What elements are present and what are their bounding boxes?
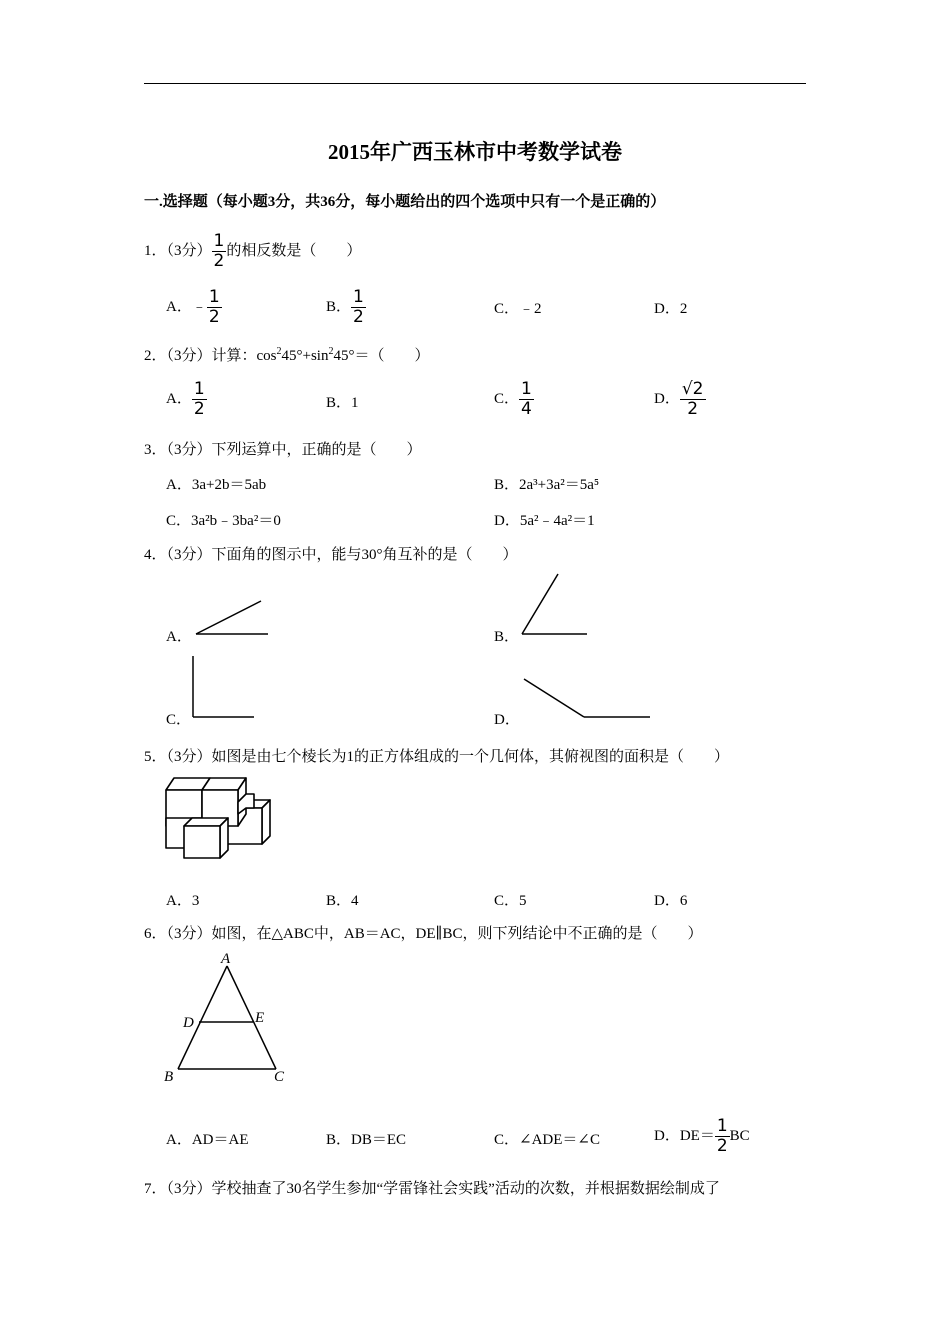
fraction: $\frac{1}{2}$ [208,287,220,327]
q3-option-d[interactable]: D．5a²﹣4a²＝1 [494,513,595,529]
q3-option-b[interactable]: B．2a³+3a²＝5a⁵ [494,477,600,493]
question-1-number: 1．（3分） [144,242,212,259]
q1-option-d[interactable]: D．2 [654,301,688,317]
q5-option-b[interactable]: B．4 [326,893,359,909]
q6-option-c[interactable]: C．∠ADE＝∠C [494,1132,600,1148]
q2-option-c[interactable]: C． $\frac{1}{4}$ [494,379,532,419]
q1-option-a[interactable]: A．﹣ $\frac{1}{2}$ [166,287,220,327]
q3-option-a[interactable]: A．3a+2b＝5ab [166,477,267,493]
section-heading: 一.选择题（每小题3分，共36分，每小题给出的四个选项中只有一个是正确的） [144,194,666,210]
fraction: $\frac{1}{2}$ [213,231,225,271]
fraction: $\frac{1}{2}$ [353,287,364,327]
q2-option-a[interactable]: A． $\frac{1}{2}$ [166,379,205,419]
vertex-label-b: B [164,1069,174,1085]
fraction: $\frac{√2}{2}$ [681,379,704,419]
q6-option-d[interactable]: D．DE＝ $\frac{1}{2}$ BC [654,1116,750,1156]
question-2-stem: 2．（3分）计算：$\cos^245^\circ+\sin^245^\circ=$（ ） [144,346,430,364]
q4-option-d[interactable]: D． [494,712,520,728]
vertex-label-d: D [183,1015,194,1031]
question-1-text: 的相反数是（ ） [226,242,362,259]
vertex-label-c: C [274,1069,285,1085]
q4-option-c[interactable]: C． [166,712,192,728]
q2-option-b[interactable]: B．1 [326,395,359,411]
vertex-label-e: E [255,1010,265,1026]
question-7-stem: 7．（3分）学校抽查了30名学生参加“学雷锋社会实践”活动的次数，并根据数据绘制成了 [144,1181,720,1197]
q4-option-a[interactable]: A． [166,629,192,645]
fraction: $\frac{1}{2}$ [193,379,205,419]
vertex-label-a: A [221,951,231,967]
question-5-stem: 5．（3分）如图是由七个棱长为1的正方体组成的一个几何体，其俯视图的面积是（ ） [144,749,730,765]
q2-option-d[interactable]: D． $\frac{√2}{2}$ [654,379,704,419]
q3-option-c[interactable]: C．3a²b﹣3ba²＝0 [166,513,281,529]
fraction: $\frac{1}{2}$ [716,1116,728,1156]
question-6-stem: 6．（3分）如图，在△ABC中，AB＝AC，DE∥BC，则下列结论中不正确的是（ ） [144,926,703,942]
q5-option-d[interactable]: D．6 [654,893,688,909]
q6-option-b[interactable]: B．DB＝EC [326,1132,407,1148]
q6-option-a[interactable]: A．AD＝AE [166,1132,249,1148]
page-title: 2015年广西玉林市中考数学试卷 [328,140,622,164]
fraction: $\frac{1}{4}$ [521,379,532,419]
q1-option-c[interactable]: C．﹣2 [494,301,542,317]
q4-option-b[interactable]: B． [494,629,520,645]
q5-option-c[interactable]: C．5 [494,893,527,909]
q1-option-b[interactable]: B． $\frac{1}{2}$ [326,287,364,327]
q5-option-a[interactable]: A．3 [166,893,200,909]
question-3-stem: 3．（3分）下列运算中，正确的是（ ） [144,442,422,458]
question-4-stem: 4．（3分）下面角的图示中，能与30°角互补的是（ ） [144,547,518,563]
